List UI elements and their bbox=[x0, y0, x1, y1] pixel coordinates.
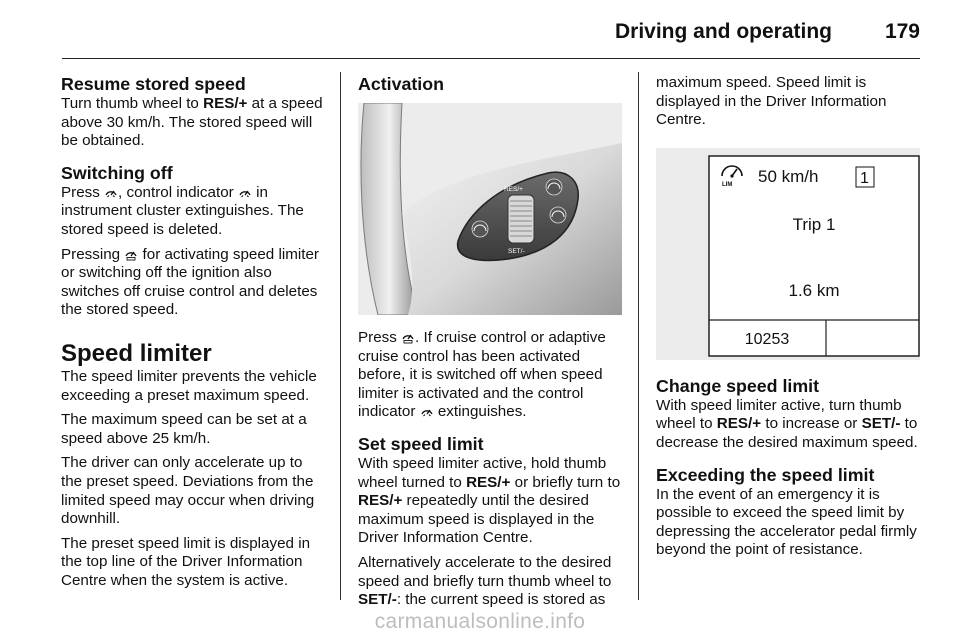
activation-paragraph: Press . If cruise control or adaptive cruise control has been activated before, it is switched off when speed limiter is activated and the control indicator extinguishes. bbox=[358, 329, 606, 421]
lim-label: LIM bbox=[722, 181, 733, 188]
speed-limiter-icon bbox=[401, 330, 415, 344]
cruise-control-icon bbox=[104, 185, 118, 199]
limiter-paragraph-1: The speed limiter prevents the vehicle exceeding a preset maximum speed. bbox=[61, 367, 317, 404]
limiter-paragraph-4: The preset speed limit is displayed in the top line of the Driver Information Centre when the system is active. bbox=[61, 534, 311, 589]
res-label: RES/+ bbox=[504, 186, 523, 193]
dic-trip-label: Trip 1 bbox=[792, 214, 836, 234]
heading-set-speed-limit: Set speed limit bbox=[358, 433, 484, 454]
speed-limiter-icon bbox=[124, 247, 138, 261]
continued-paragraph: maximum speed. Speed limit is displayed in the Driver Information Centre. bbox=[656, 74, 887, 129]
switching-paragraph-1: Press , control indicator in instrument cluster extinguishes. The stored speed is deleted. bbox=[61, 183, 304, 238]
set-paragraph-1: With speed limiter active, hold thumb wheel turned to RES/+ or briefly turn to RES/+ repeatedly until the desired maximum speed is displayed in the Driver Information Centre. bbox=[358, 454, 621, 547]
header-rule bbox=[62, 58, 920, 59]
column-right bbox=[656, 74, 920, 566]
heading-resume-stored-speed: Resume stored speed bbox=[61, 74, 246, 94]
heading-change-speed-limit: Change speed limit bbox=[656, 375, 820, 396]
steering-wheel-controls-illustration bbox=[358, 103, 622, 315]
dic-trip-value: 1.6 km bbox=[788, 280, 840, 300]
set-label: SET/- bbox=[508, 248, 525, 255]
dic-speed: 50 km/h bbox=[758, 166, 819, 186]
heading-activation: Activation bbox=[358, 74, 444, 94]
heading-exceeding-speed-limit: Exceeding the speed limit bbox=[656, 464, 875, 485]
page-header bbox=[0, 0, 960, 62]
heading-switching-off: Switching off bbox=[61, 162, 173, 183]
cruise-control-icon bbox=[420, 404, 434, 418]
column-divider bbox=[638, 72, 639, 600]
section-title: Driving and operating bbox=[614, 20, 832, 43]
driver-information-centre-illustration bbox=[656, 148, 920, 360]
change-paragraph: With speed limiter active, turn thumb wheel to RES/+ to increase or SET/- to decrease the desired maximum speed. bbox=[656, 396, 918, 451]
column-divider bbox=[340, 72, 341, 600]
cruise-control-icon bbox=[238, 185, 252, 199]
limiter-paragraph-2: The maximum speed can be set at a speed above 25 km/h. bbox=[61, 411, 307, 447]
page-number: 179 bbox=[884, 20, 920, 43]
switching-paragraph-2: Pressing for activating speed limiter or switching off the ignition also switches off cruise control and deletes the stored speed. bbox=[61, 245, 319, 319]
dic-odometer: 10253 bbox=[744, 330, 790, 348]
dic-gear: 1 bbox=[860, 169, 869, 187]
set-paragraph-2: Alternatively accelerate to the desired speed and briefly turn thumb wheel to SET/-: the current speed is stored as bbox=[358, 553, 612, 609]
watermark: carmanualsonline.info bbox=[374, 610, 586, 633]
column-left bbox=[61, 74, 325, 596]
resume-paragraph: Turn thumb wheel to RES/+ at a speed above 30 km/h. The stored speed will be obtained. bbox=[61, 95, 323, 150]
heading-speed-limiter: Speed limiter bbox=[61, 339, 212, 367]
limiter-paragraph-3: The driver can only accelerate up to the preset speed. Deviations from the limited speed may occur when driving downhill. bbox=[61, 454, 315, 528]
exceed-paragraph: In the event of an emergency it is possible to exceed the speed limit by depressing the accelerator pedal firmly beyond the point of resistance. bbox=[656, 485, 917, 559]
column-middle bbox=[358, 74, 622, 616]
